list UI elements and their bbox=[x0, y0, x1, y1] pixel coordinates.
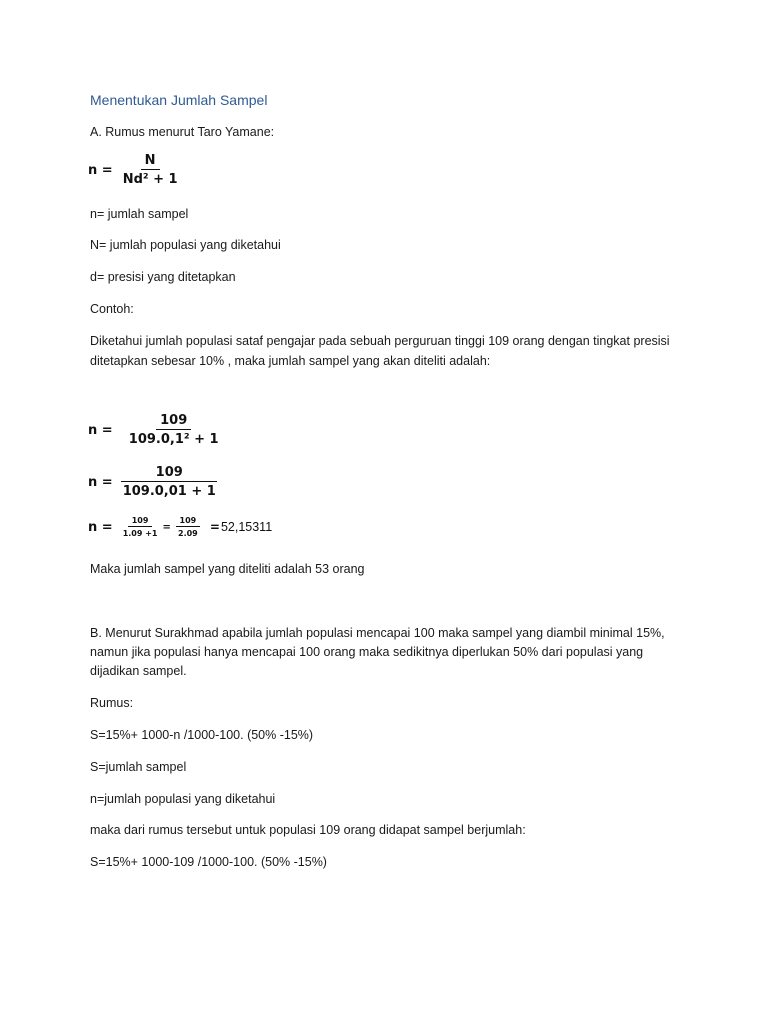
maka-line: maka dari rumus tersebut untuk populasi 109 orang didapat sampel berjumlah: bbox=[90, 823, 526, 837]
formula-denominator: Nd² + 1 bbox=[122, 172, 178, 187]
definition-n-b: n=jumlah populasi yang diketahui bbox=[90, 792, 276, 806]
section-b-paragraph-line-2: namun jika populasi hanya mencapai 100 orang maka sedikitnya diperlukan 50% dari populasi yang bbox=[90, 645, 644, 659]
step1-lhs: n = bbox=[88, 422, 113, 438]
step2-lhs: n = bbox=[88, 474, 113, 490]
step1-fraction bbox=[119, 413, 229, 447]
example-paragraph-line-1: Diketahui jumlah populasi sataf pengajar pada sebuah perguruan tinggi 109 orang dengan tingkat presisi bbox=[90, 334, 670, 348]
step3-lhs: n = bbox=[88, 519, 113, 535]
step2-numerator: 109 bbox=[121, 465, 217, 482]
final-formula: S=15%+ 1000-109 /1000-100. (50% -15%) bbox=[90, 855, 327, 869]
definition-N: N= jumlah populasi yang diketahui bbox=[90, 238, 281, 252]
definition-S: S=jumlah sampel bbox=[90, 760, 187, 774]
step3-fraction-2-denominator: 2.09 bbox=[178, 529, 198, 538]
formula-numerator: N bbox=[141, 153, 160, 170]
calculation-step-2 bbox=[88, 465, 220, 499]
step1-numerator: 109 bbox=[156, 413, 191, 430]
contoh-label: Contoh: bbox=[90, 302, 134, 316]
step3-equals-mid: = bbox=[162, 521, 171, 533]
section-a-heading: A. Rumus menurut Taro Yamane: bbox=[90, 125, 275, 139]
definition-n: n= jumlah sampel bbox=[90, 207, 189, 221]
step3-result: 52,15311 bbox=[220, 520, 273, 534]
step2-denominator: 109.0,01 + 1 bbox=[122, 484, 216, 499]
definition-d: d= presisi yang ditetapkan bbox=[90, 270, 236, 284]
calculation-step-1 bbox=[88, 413, 229, 447]
step3-fraction-1-numerator: 109 bbox=[128, 516, 153, 527]
step3-fraction-2 bbox=[172, 516, 204, 538]
step2-fraction bbox=[119, 465, 220, 499]
step3-equals-end: = bbox=[209, 520, 220, 534]
section-b-paragraph-line-1: B. Menurut Surakhmad apabila jumlah populasi mencapai 100 maka sampel yang diambil minimal 15%, bbox=[90, 626, 665, 640]
step1-denominator: 109.0,1² + 1 bbox=[128, 432, 219, 447]
step3-fraction-2-numerator: 109 bbox=[176, 516, 201, 527]
formula-lhs: n = bbox=[88, 162, 113, 178]
step3-fraction-1-denominator: 1.09 +1 bbox=[122, 529, 158, 538]
step3-fraction-1 bbox=[119, 516, 162, 538]
formula-fraction bbox=[119, 153, 182, 187]
document-title: Menentukan Jumlah Sampel bbox=[90, 92, 268, 108]
section-b-paragraph-line-3: dijadikan sampel. bbox=[90, 664, 187, 678]
yamane-formula bbox=[88, 153, 182, 187]
surakhmad-formula: S=15%+ 1000-n /1000-100. (50% -15%) bbox=[90, 728, 314, 742]
section-a-conclusion: Maka jumlah sampel yang diteliti adalah 53 orang bbox=[90, 562, 365, 576]
example-paragraph-line-2: ditetapkan sebesar 10% , maka jumlah sampel yang akan diteliti adalah: bbox=[90, 354, 491, 368]
rumus-label: Rumus: bbox=[90, 696, 134, 710]
calculation-step-3 bbox=[88, 516, 272, 538]
